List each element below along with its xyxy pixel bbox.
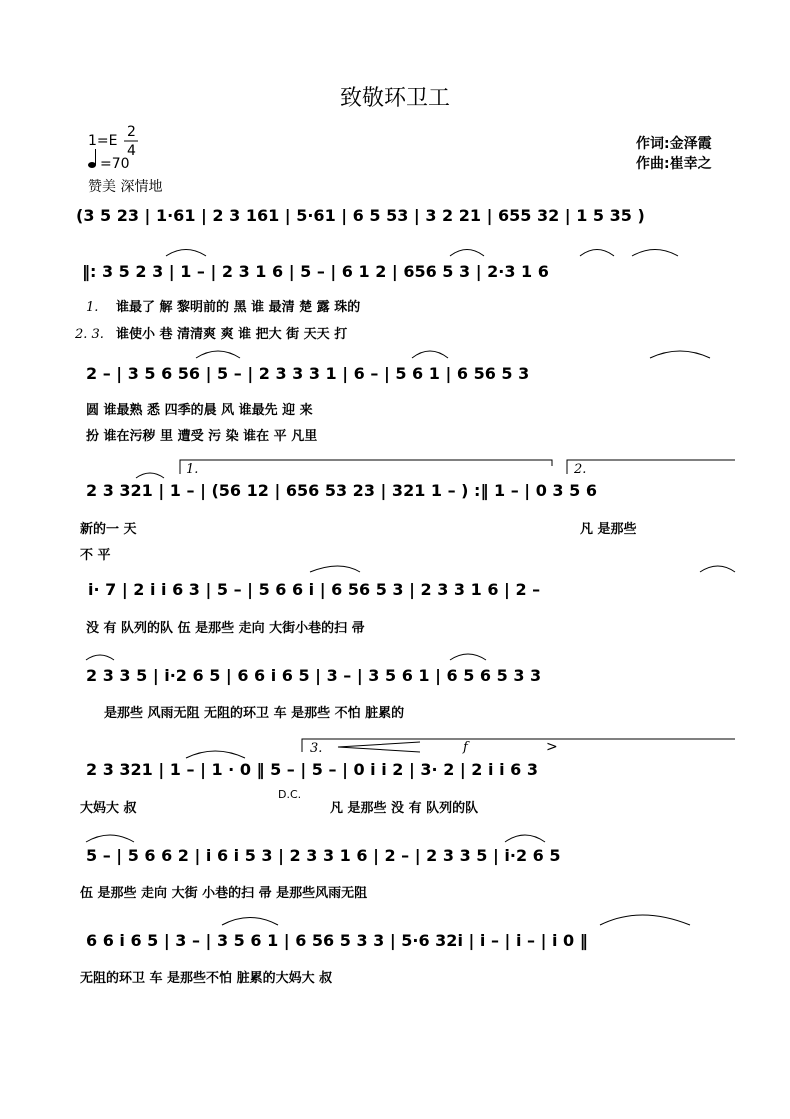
- expression-marking: 赞美 深情地: [88, 179, 163, 195]
- volta-bracket-1: [180, 460, 552, 477]
- score-row-1: [76, 206, 645, 226]
- tempo-marking: =70: [100, 156, 130, 172]
- lyric-line: 伍 是那些 走向 大街 小巷的扫 帚 是那些风雨无阻: [80, 886, 368, 901]
- lyric-line: 无阻的环卫 车 是那些不怕 脏累的大妈大 叔: [80, 971, 333, 986]
- svg-text:3.: 3.: [310, 741, 323, 756]
- lyric-line: 谁使小 巷 清清爽 爽 谁 把大 街 天天 打: [116, 327, 348, 342]
- score-row-8: [86, 835, 561, 866]
- crescendo-hairpin: [338, 742, 420, 752]
- lyric-line: 谁最了 解 黎明前的 黑 谁 最清 楚 露 珠的: [116, 300, 361, 315]
- notation-row: 2 3 3 5 | i·2 6 5 | 6 6 i 6 5 | 3 – | 3 5 6 1 | 6 5 6 5 3 3: [86, 666, 542, 685]
- lyric-line: 扮 谁在污秽 里 遭受 污 染 谁在 平 凡里: [86, 429, 318, 444]
- verse-marker: 2. 3.: [75, 327, 104, 342]
- notation-row: (3 5 23 | 1·61 | 2 3 161 | 5·61 | 6 5 53 | 3 2 21 | 655 32 | 1 5 35 ): [76, 206, 645, 225]
- notation-row: 5 – | 5 6 6 2 | i 6 i 5 3 | 2 3 3 1 6 | 2 – | 2 3 3 5 | i·2 6 5: [86, 846, 561, 865]
- lyricist-credit: 作词:金泽霞: [636, 136, 712, 152]
- notation-row: i· 7 | 2 i i 6 3 | 5 – | 5 6 6 i | 6 56 5 3 | 2 3 3 1 6 | 2 –: [88, 580, 541, 599]
- score-row-2: [82, 250, 678, 283]
- score-row-3: [86, 351, 710, 384]
- accent-marking: >: [546, 739, 558, 755]
- score-row-6: [86, 654, 541, 686]
- lyric-line: 大妈大 叔: [80, 801, 137, 816]
- dc-marking: D.C.: [278, 788, 302, 801]
- volta-bracket-2: [567, 460, 735, 477]
- lyric-line: 凡 是那些: [580, 522, 637, 537]
- svg-text:1.: 1.: [186, 462, 199, 477]
- composer-credit: 作曲:崔幸之: [636, 156, 712, 172]
- lyric-line: 圆 谁最熟 悉 四季的晨 风 谁最先 迎 来: [86, 403, 313, 418]
- notation-row: 6 6 i 6 5 | 3 – | 3 5 6 1 | 6 56 5 3 3 | 5·6 32i | i – | i – | i 0 ‖: [86, 931, 588, 950]
- notation-row: 2 3 321 | 1 – | (56 12 | 656 53 23 | 321 1 – ) :‖ 1 – | 0 3 5 6: [86, 481, 597, 500]
- score-row-4: [86, 473, 597, 501]
- score-row-5: [88, 566, 735, 600]
- lyric-line: 凡 是那些 没 有 队列的队: [330, 801, 479, 816]
- time-signature-bottom: 4: [127, 143, 136, 159]
- dynamic-marking: f: [463, 740, 468, 755]
- lyric-line: 不 平: [80, 548, 111, 563]
- song-title: 致敬环卫工: [339, 86, 451, 111]
- verse-marker: 1.: [86, 300, 99, 315]
- quarter-note-icon: [88, 149, 96, 168]
- lyric-line: 新的一 天: [80, 522, 137, 537]
- key-signature: 1=E: [88, 133, 118, 149]
- notation-row: 2 – | 3 5 6 56 | 5 – | 2 3 3 3 1 | 6 – | 5 6 1 | 6 56 5 3: [86, 364, 530, 383]
- lyric-line: 是那些 风雨无阻 无阻的环卫 车 是那些 不怕 脏累的: [104, 706, 405, 721]
- volta-bracket-3: [302, 739, 735, 756]
- score-row-9: [86, 915, 690, 951]
- lyric-line: 没 有 队列的队 伍 是那些 走向 大街小巷的扫 帚: [86, 621, 365, 636]
- time-signature-top: 2: [127, 124, 136, 140]
- notation-row: 2 3 321 | 1 – | 1 · 0 ‖ 5 – | 5 – | 0 i i 2 | 3· 2 | 2 i i 6 3: [86, 760, 538, 779]
- notation-row: ‖: 3 5 2 3 | 1 – | 2 3 1 6 | 5 – | 6 1 2 | 656 5 3 | 2·3 1 6: [82, 262, 549, 281]
- svg-text:2.: 2.: [574, 462, 587, 477]
